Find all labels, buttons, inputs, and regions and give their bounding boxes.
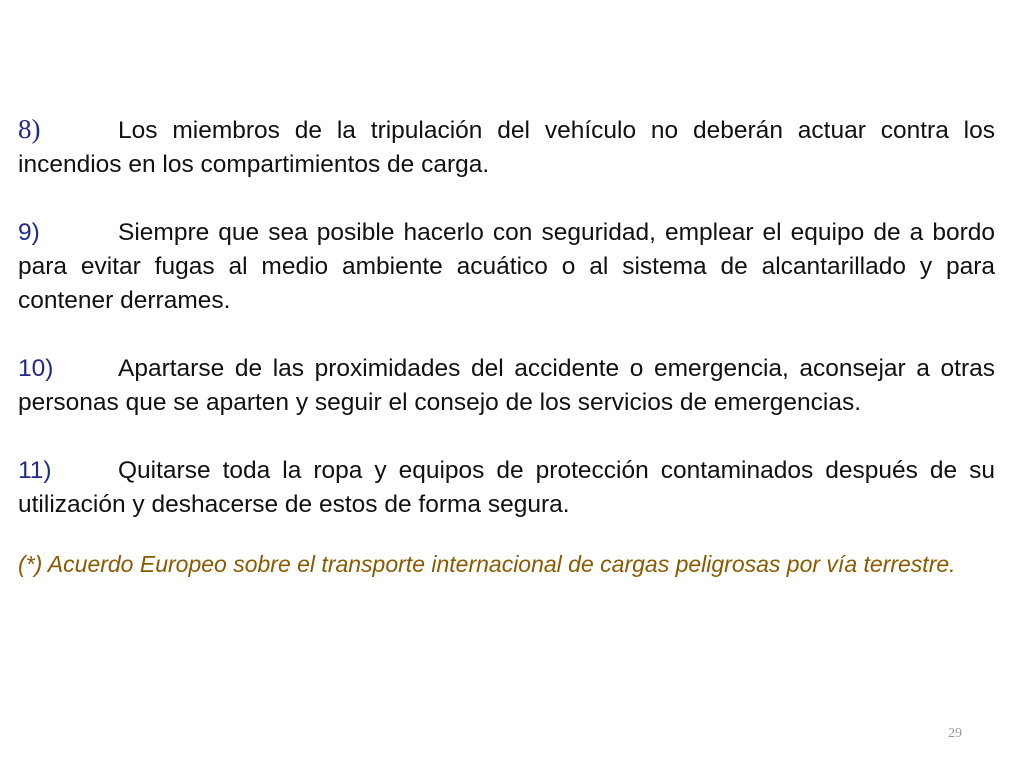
- item-number-8: 8): [18, 114, 41, 144]
- item-text-8: Los miembros de la tripulación del vehículo no deberán actuar contra los incendios en los compartimientos de carga.: [18, 117, 995, 178]
- list-item-8: [18, 112, 995, 182]
- item-text-10: Apartarse de las proximidades del accidente o emergencia, aconsejar a otras personas que se aparten y seguir el consejo de los servicios de emergencias.: [18, 355, 995, 416]
- list-item-11: [18, 454, 995, 522]
- page-number: 29: [948, 726, 962, 741]
- item-number-10: 10): [18, 355, 54, 382]
- item-text-11: Quitarse toda la ropa y equipos de protección contaminados después de su utilización y deshacerse de estos de forma segura.: [18, 457, 995, 518]
- slide-content: [18, 112, 995, 603]
- item-text-9: Siempre que sea posible hacerlo con seguridad, emplear el equipo de a bordo para evitar fugas al medio ambiente acuático o al sistema de alcantarillado y para contener derrames.: [18, 219, 995, 314]
- list-item-9: [18, 216, 995, 318]
- item-number-9: 9): [18, 219, 40, 246]
- item-number-11: 11): [18, 457, 52, 484]
- footnote: (*) Acuerdo Europeo sobre el transporte internacional de cargas peligrosas por vía terrestre.: [18, 551, 956, 577]
- list-item-10: [18, 352, 995, 420]
